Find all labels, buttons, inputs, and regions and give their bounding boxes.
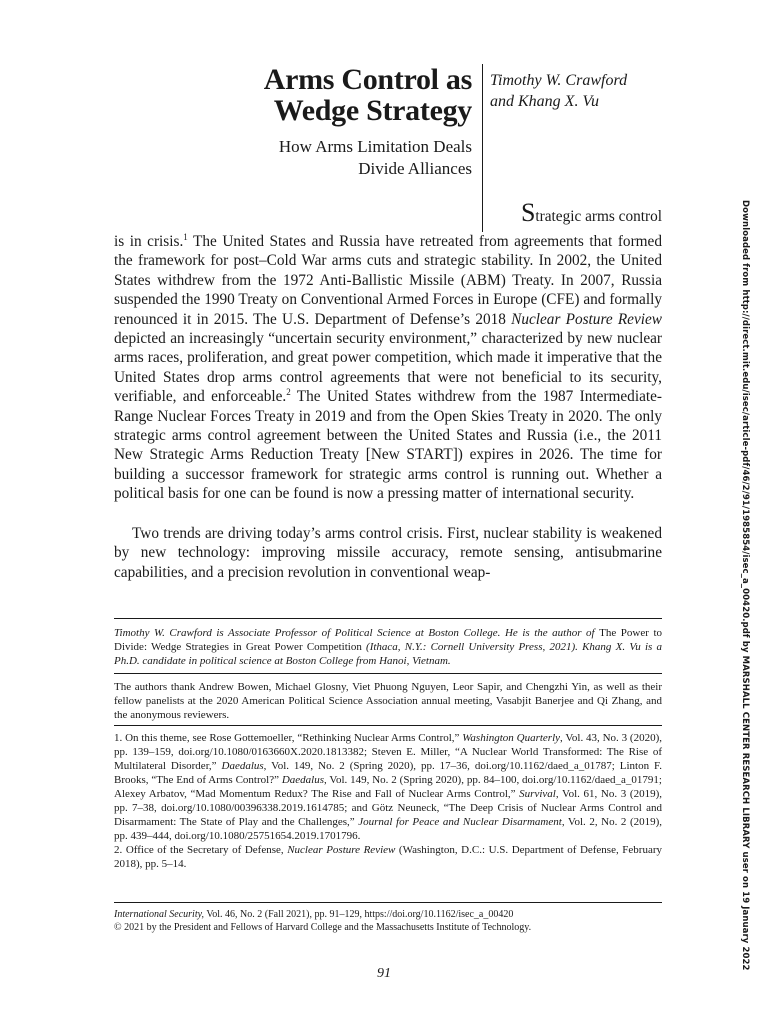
footnote-1 bbox=[114, 731, 662, 843]
footnote-ref-1[interactable]: 1 bbox=[183, 231, 188, 242]
body-paragraph-2: Two trends are driving today’s arms control crisis. First, nuclear stability is weakened by new technology: improving missile accuracy, remote sensing, antisubmarine capabilities, and a precision revolution in conventional weap- bbox=[114, 525, 662, 581]
fn2-npr-title: Nuclear Posture Review bbox=[287, 844, 396, 856]
author-line-2: and Khang X. Vu bbox=[490, 93, 600, 110]
footnotes-divider bbox=[114, 725, 662, 726]
author-names bbox=[490, 70, 670, 112]
fn1-journal-daedalus-2: Daedalus bbox=[281, 774, 324, 786]
fn1-text-c: , Vol. 149, No. 2 (Spring 2020), pp. 17–36, doi.org/10.1162/daed_a_01787; Linton F. Brooks, “The End of Arms Control?” bbox=[114, 760, 662, 786]
p1-npr-title: Nuclear Posture Review bbox=[511, 310, 662, 328]
download-watermark: Downloaded from http://direct.mit.edu/isec/article-pdf/46/2/91/1985854/isec_a_00420.pdf by MARSHALL CENTER RESEARCH LIBRARY user on 19 January 2022 bbox=[740, 200, 750, 971]
fn2-text-b: (Washington, D.C.: U.S. Department of Defense, February 2018), pp. 5–14. bbox=[114, 844, 662, 870]
fn1-journal-wq: Washington Quarterly bbox=[462, 732, 561, 744]
bio-text-a: Timothy W. Crawford is Associate Professor of Political Science at Boston College. He is the author of bbox=[114, 627, 600, 639]
subtitle-line-2: Divide Alliances bbox=[358, 159, 472, 178]
bio-book-title: The Power to Divide: Wedge Strategies in Great Power Competition bbox=[114, 627, 662, 653]
author-line-1: Timothy W. Crawford bbox=[490, 72, 628, 89]
bio-divider bbox=[114, 673, 662, 674]
fn1-journal-survival: Survival bbox=[519, 788, 556, 800]
fn1-text-a: 1. On this theme, see Rose Gottemoeller, “Rethinking Nuclear Arms Control,” bbox=[114, 732, 463, 744]
opening-text: trategic arms control bbox=[535, 208, 662, 225]
footnote-2 bbox=[114, 843, 662, 871]
fn1-journal-daedalus-1: Daedalus bbox=[221, 760, 264, 772]
copyright-line: © 2021 by the President and Fellows of Harvard College and the Massachusetts Institute of Technology. bbox=[114, 922, 532, 933]
article-subtitle bbox=[172, 136, 472, 180]
journal-citation bbox=[114, 908, 662, 934]
p1-text-c: depicted an increasingly “uncertain security environment,” characterized by new nuclear arms races, proliferation, and great power competition, which made it imperative that the United States drop arms control agreements that were not beneficial to its security, verifiable, and enforceable. bbox=[114, 330, 662, 406]
fn1-text-e: , Vol. 61, No. 3 (2019), pp. 7–38, doi.org/10.1080/00396338.2019.1614785; and Götz Neuneck, “The Deep Crisis of Nuclear Arms Control and Disarmament: The State of Play and the Challenges,” bbox=[114, 788, 662, 828]
body-paragraph-1 bbox=[114, 232, 662, 504]
author-bio-note bbox=[114, 626, 662, 668]
notes-divider bbox=[114, 618, 662, 619]
citation-details: Vol. 46, No. 2 (Fall 2021), pp. 91–129, https://doi.org/10.1162/isec_a_00420 bbox=[204, 909, 514, 920]
acknowledgments-note: The authors thank Andrew Bowen, Michael Glosny, Viet Phuong Nguyen, Leor Sapir, and Chengzhi Yin, as well as their fellow panelists at the 2020 American Political Science Association annual meeting, Vasabjit Banerjee and Qi Zhang, and the anonymous reviewers. bbox=[114, 681, 662, 721]
opening-line bbox=[114, 198, 662, 227]
title-line-1: Arms Control as bbox=[263, 63, 472, 96]
page-number: 91 bbox=[377, 966, 391, 981]
fn1-text-d: , Vol. 149, No. 2 (Spring 2020), pp. 84–100, doi.org/10.1162/daed_a_01791; Alexey Arbatov, “Mad Momentum Redux? The Rise and Fall of Nuclear Arms Control,” bbox=[114, 774, 662, 800]
bio-text-b: (Ithaca, N.Y.: Cornell University Press, 2021). Khang X. Vu is a Ph.D. candidate in political science at Boston College from Hanoi, Vietnam. bbox=[114, 641, 662, 667]
p1-text-d: The United States withdrew from the 1987 Intermediate-Range Nuclear Forces Treaty in 2019 and from the Open Skies Treaty in 2020. The only strategic arms control agreement between the United States and Russia (i.e., the 2011 New Strategic Arms Reduction Treaty [New START]) expires in 2026. The time for building a successor framework for strategic arms control is running out. Whether a political basis for one can be found is now a pressing matter of international security. bbox=[114, 388, 662, 503]
title-line-2: Wedge Strategy bbox=[273, 94, 472, 127]
footnotes bbox=[114, 731, 662, 871]
p1-text-b: The United States and Russia have retreated from agreements that formed the framework for post–Cold War arms cuts and strategic stability. In 2002, the United States withdrew from the 1972 Anti-Ballistic Missile (ABM) Treaty. In 2007, Russia suspended the 1990 Treaty on Conventional Armed Forces in Europe (CFE) and formally renounced it in 2015. The U.S. Department of Defense’s 2018 bbox=[114, 233, 662, 328]
p1-text-a: is in crisis. bbox=[114, 233, 184, 250]
footnote-ref-2[interactable]: 2 bbox=[286, 387, 291, 398]
fn1-journal-jpnd: Journal for Peace and Nuclear Disarmament bbox=[358, 816, 562, 828]
subtitle-line-1: How Arms Limitation Deals bbox=[278, 137, 472, 156]
fn2-text-a: 2. Office of the Secretary of Defense, bbox=[114, 844, 288, 856]
drop-cap: S bbox=[520, 198, 536, 227]
article-title bbox=[172, 64, 472, 126]
journal-name: International Security, bbox=[114, 909, 204, 920]
footer-divider bbox=[114, 902, 662, 903]
fn1-text-b: , Vol. 43, No. 3 (2020), pp. 139–159, doi.org/10.1080/0163660X.2020.1813382; Steven E. Miller, “A Nuclear World Transformed: The Rise of Multilateral Disorder,” bbox=[114, 732, 663, 772]
fn1-text-f: , Vol. 2, No. 2 (2019), pp. 439–444, doi.org/10.1080/25751654.2019.1701796. bbox=[114, 816, 663, 842]
